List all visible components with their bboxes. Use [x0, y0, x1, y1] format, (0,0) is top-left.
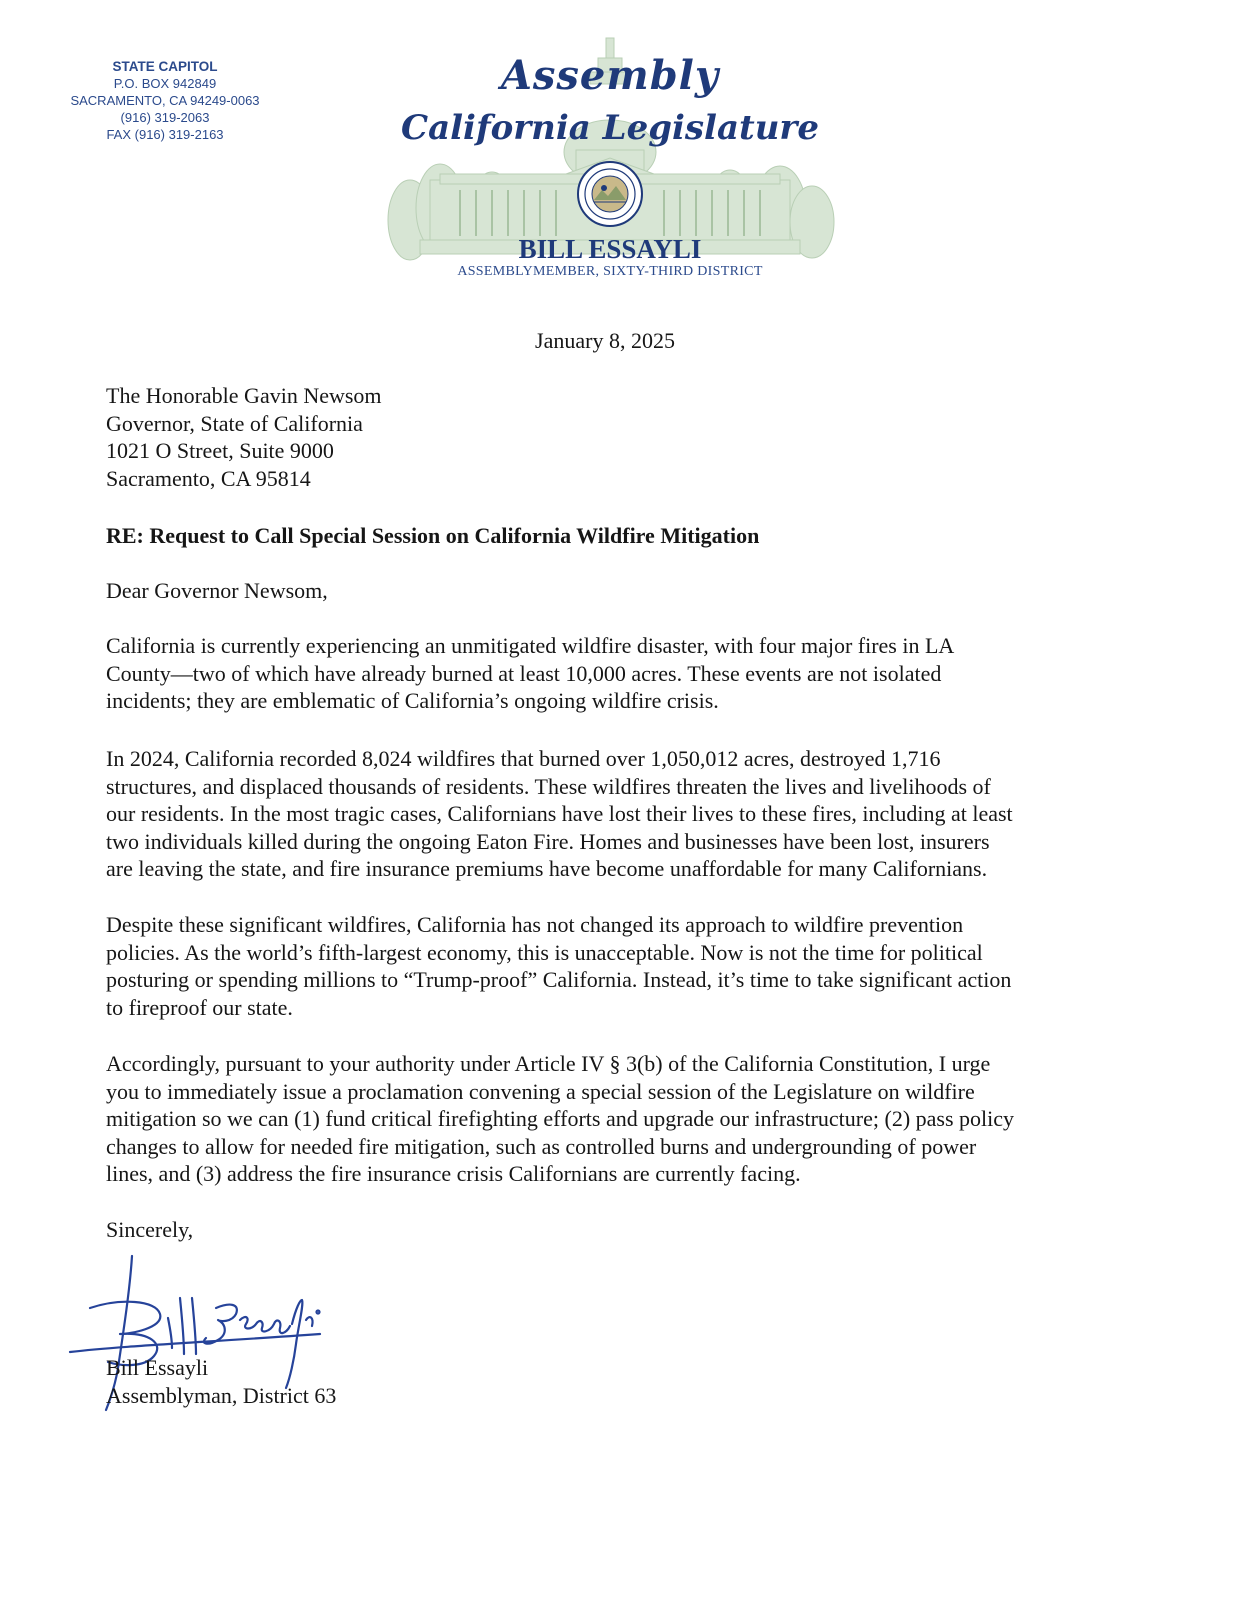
recipient-street: 1021 O Street, Suite 9000 [106, 438, 334, 463]
signer-title: Assemblyman, District 63 [106, 1383, 337, 1408]
paragraph-line: two individuals killed during the ongoing Eaton Fire. Homes and businesses have been lost, insurers [106, 828, 990, 854]
letterhead-district: ASSEMBLYMEMBER, SIXTY-THIRD DISTRICT [457, 264, 763, 279]
paragraph-line: California is currently experiencing an unmitigated wildfire disaster, with four major fires in LA [106, 633, 955, 658]
letterhead [380, 30, 840, 292]
paragraph-line: to fireproof our state. [106, 994, 293, 1020]
return-address-fax: FAX (916) 319-2163 [106, 127, 224, 142]
recipient-address [106, 382, 1116, 492]
paragraph-line: Despite these significant wildfires, California has not changed its approach to wildfire prevention [106, 912, 964, 937]
salutation: Dear Governor Newsom, [106, 578, 328, 603]
paragraph-line: County—two of which have already burned at least 10,000 acres. These events are not isolated [106, 660, 942, 686]
paragraph-4 [106, 1050, 1116, 1188]
recipient-name: The Honorable Gavin Newsom [106, 383, 382, 408]
paragraph-line: incidents; they are emblematic of California’s ongoing wildfire crisis. [106, 688, 719, 713]
return-address-phone: (916) 319-2063 [120, 110, 210, 125]
letterhead-assembly: Assembly [500, 52, 720, 99]
return-address-po-box: P.O. BOX 942849 [113, 76, 217, 91]
paragraph-1 [106, 632, 1116, 715]
paragraph-line: structures, and displaced thousands of residents. These wildfires threaten the lives and livelihoods of [106, 773, 991, 799]
letterhead-member-name: BILL ESSAYLI [518, 234, 702, 264]
paragraph-line: lines, and (3) address the fire insurance crisis Californians are currently facing. [106, 1161, 801, 1186]
paragraph-line: mitigation so we can (1) fund critical firefighting efforts and upgrade our infrastructure; (2) pass policy [106, 1106, 1015, 1131]
signer-name: Bill Essayli [106, 1355, 209, 1380]
paragraph-line: changes to allow for needed fire mitigation, such as controlled burns and undergrounding of power [106, 1133, 977, 1159]
paragraph-3 [106, 911, 1116, 1021]
letterhead-legislature: California Legislature [401, 108, 819, 148]
paragraph-line: you to immediately issue a proclamation convening a special session of the Legislature on wildfire [106, 1078, 975, 1104]
letter-date: January 8, 2025 [535, 328, 675, 353]
recipient-title: Governor, State of California [106, 410, 363, 436]
state-seal-icon [578, 162, 642, 226]
subject-line: RE: Request to Call Special Session on California Wildfire Mitigation [106, 523, 760, 548]
recipient-city: Sacramento, CA 95814 [106, 465, 311, 491]
paragraph-line: are leaving the state, and fire insurance premiums have become unaffordable for many Californians. [106, 856, 988, 881]
closing: Sincerely, [106, 1217, 194, 1242]
paragraph-line: Accordingly, pursuant to your authority under Article IV § 3(b) of the California Constitution, I urge [106, 1051, 991, 1076]
paragraph-line: posturing or spending millions to “Trump-proof” California. Instead, it’s time to take significant action [106, 967, 1012, 992]
return-address-title: STATE CAPITOL [112, 59, 218, 74]
paragraph-line: policies. As the world’s fifth-largest economy, this is unacceptable. Now is not the time for political [106, 939, 983, 965]
return-address [40, 58, 290, 143]
paragraph-line: In 2024, California recorded 8,024 wildfires that burned over 1,050,012 acres, destroyed 1,716 [106, 746, 941, 771]
paragraph-line: our residents. In the most tragic cases, Californians have lost their lives to these fires, including at least [106, 801, 1013, 826]
paragraph-2 [106, 745, 1116, 883]
return-address-city: SACRAMENTO, CA 94249-0063 [70, 93, 260, 108]
